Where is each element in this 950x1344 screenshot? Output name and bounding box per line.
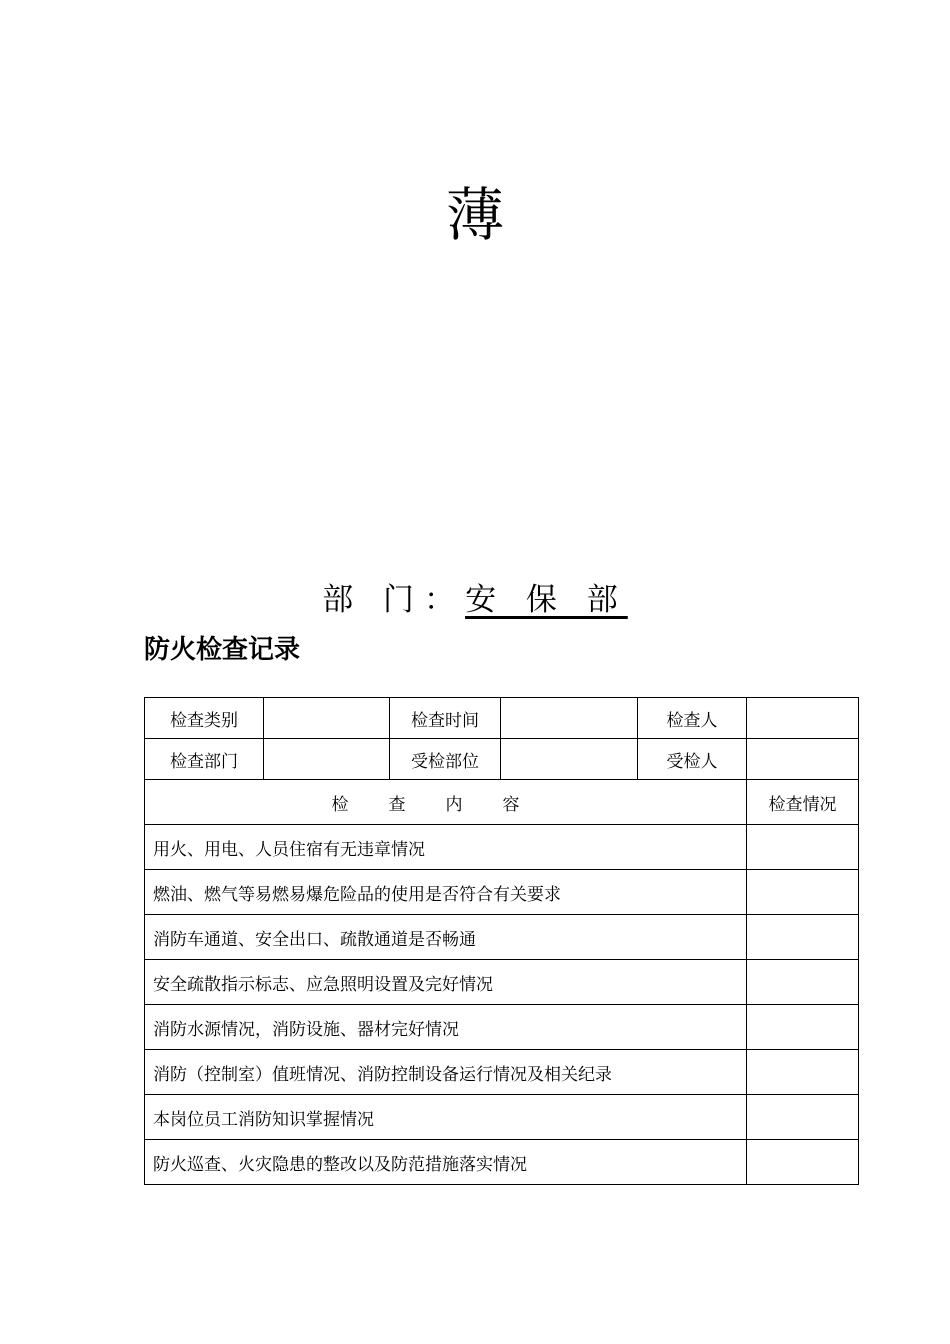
check-item: 本岗位员工消防知识掌握情况 <box>145 1095 747 1140</box>
content-header: 检查内容 <box>145 780 747 825</box>
inspection-type-field[interactable] <box>264 698 390 739</box>
check-status-field[interactable] <box>747 1140 859 1185</box>
check-status-field[interactable] <box>747 960 859 1005</box>
check-status-field[interactable] <box>747 915 859 960</box>
section-title: 防火检查记录 <box>144 635 301 665</box>
table-row <box>145 698 859 739</box>
inspection-dept-label: 检查部门 <box>145 739 264 780</box>
inspected-area-field[interactable] <box>501 739 638 780</box>
inspector-label: 检查人 <box>638 698 747 739</box>
check-item: 消防车通道、安全出口、疏散通道是否畅通 <box>145 915 747 960</box>
table-row <box>145 1050 859 1095</box>
inspectee-label: 受检人 <box>638 739 747 780</box>
fire-inspection-table <box>144 697 859 1185</box>
inspection-dept-field[interactable] <box>264 739 390 780</box>
check-status-field[interactable] <box>747 825 859 870</box>
department-label: 部 门： <box>322 582 466 618</box>
table-row <box>145 1140 859 1185</box>
inspection-time-field[interactable] <box>501 698 638 739</box>
check-status-field[interactable] <box>747 1050 859 1095</box>
inspector-field[interactable] <box>747 698 859 739</box>
table-row <box>145 1005 859 1050</box>
table-row <box>145 825 859 870</box>
status-header: 检查情况 <box>747 780 859 825</box>
inspection-type-label: 检查类别 <box>145 698 264 739</box>
cover-title-char: 薄 <box>445 181 504 249</box>
table-header-row <box>145 780 859 825</box>
check-item: 安全疏散指示标志、应急照明设置及完好情况 <box>145 960 747 1005</box>
inspection-time-label: 检查时间 <box>390 698 501 739</box>
table-row <box>145 870 859 915</box>
inspectee-field[interactable] <box>747 739 859 780</box>
table-row <box>145 960 859 1005</box>
check-item: 消防水源情况，消防设施、器材完好情况 <box>145 1005 747 1050</box>
department-value: 安 保 部 <box>465 582 628 618</box>
check-status-field[interactable] <box>747 870 859 915</box>
inspected-area-label: 受检部位 <box>390 739 501 780</box>
check-status-field[interactable] <box>747 1005 859 1050</box>
check-item: 消防（控制室）值班情况、消防控制设备运行情况及相关纪录 <box>145 1050 747 1095</box>
table-row <box>145 915 859 960</box>
check-item: 用火、用电、人员住宿有无违章情况 <box>145 825 747 870</box>
table-row <box>145 739 859 780</box>
check-status-field[interactable] <box>747 1095 859 1140</box>
table-row <box>145 1095 859 1140</box>
department-line <box>0 578 950 622</box>
check-item: 防火巡查、火灾隐患的整改以及防范措施落实情况 <box>145 1140 747 1185</box>
check-item: 燃油、燃气等易燃易爆危险品的使用是否符合有关要求 <box>145 870 747 915</box>
